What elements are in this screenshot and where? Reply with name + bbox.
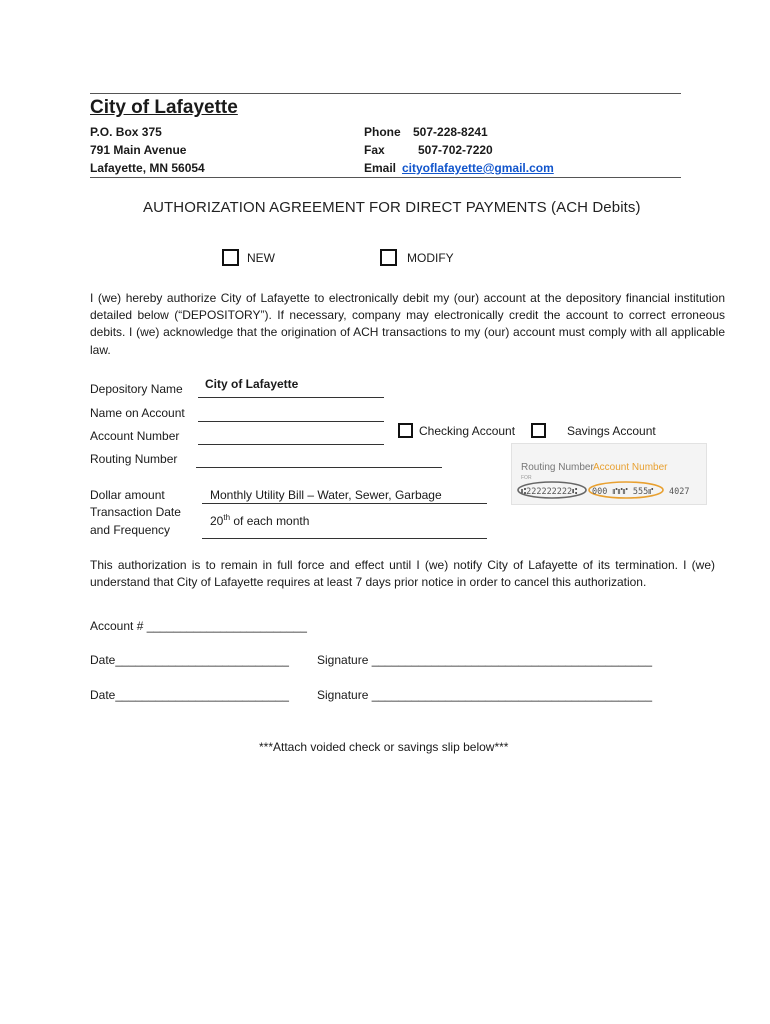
check-routing-label: Routing Number	[521, 462, 594, 473]
routing-number-label: Routing Number	[90, 452, 178, 466]
check-sample-graphic	[512, 444, 706, 504]
fax-label: Fax	[364, 143, 385, 157]
org-name: City of Lafayette	[90, 97, 238, 118]
account-number-entry[interactable]: Account # ________________________	[90, 619, 307, 633]
phone-value: 507-228-8241	[413, 125, 488, 139]
depository-name-value: City of Lafayette	[205, 377, 299, 391]
address-line-1: P.O. Box 375	[90, 125, 162, 139]
checking-checkbox[interactable]	[398, 423, 413, 438]
frequency-label: and Frequency	[90, 523, 171, 537]
modify-label: MODIFY	[407, 251, 454, 265]
transaction-date-value	[210, 514, 309, 529]
transaction-date-line[interactable]	[202, 538, 487, 539]
signature-line-1[interactable]: Signature __________________________________________	[317, 653, 653, 667]
form-title: AUTHORIZATION AGREEMENT FOR DIRECT PAYMENTS (ACH Debits)	[143, 199, 641, 216]
authorization-paragraph: I (we) hereby authorize City of Lafayette to electronically debit my (our) account at the depository financial institution detailed below (“DEPOSITORY”). If necessary, company may electronically credit the account to correct erroneous debits. I (we) acknowledge that the origination of ACH transactions to my (our) account must comply with all applicable law.	[90, 291, 725, 357]
depository-name-label: Depository Name	[90, 382, 183, 396]
check-sample-image	[511, 443, 707, 505]
account-number-line[interactable]	[198, 444, 384, 445]
check-number-digits: 4027	[669, 487, 690, 497]
address-line-3: Lafayette, MN 56054	[90, 161, 205, 175]
address-line-2: 791 Main Avenue	[90, 143, 187, 157]
signature-line-2[interactable]: Signature __________________________________________	[317, 688, 653, 702]
transaction-date-number: 20	[210, 514, 224, 528]
savings-label: Savings Account	[567, 424, 656, 438]
check-routing-digits: ⑆222222222⑆	[521, 487, 578, 497]
modify-checkbox[interactable]	[380, 249, 397, 266]
email-link[interactable]: cityoflafayette@gmail.com	[402, 161, 554, 175]
routing-number-line[interactable]	[196, 467, 442, 468]
transaction-date-suffix: th	[223, 513, 231, 522]
check-account-digits: 000 ⑈⑈⑈ 555⑈	[592, 487, 654, 497]
date-line-2[interactable]: Date__________________________	[90, 688, 289, 702]
name-on-account-line[interactable]	[198, 421, 384, 422]
dollar-amount-label: Dollar amount	[90, 488, 165, 502]
check-account-label: Account Number	[593, 462, 668, 473]
checking-label: Checking Account	[419, 424, 516, 438]
check-small-mark: FOR	[521, 475, 532, 481]
transaction-date-label: Transaction Date	[90, 505, 181, 519]
attach-note: ***Attach voided check or savings slip below***	[259, 740, 509, 754]
new-label: NEW	[247, 251, 275, 265]
header-top-rule	[90, 93, 681, 94]
depository-name-line[interactable]	[198, 397, 384, 398]
fax-value: 507-702-7220	[418, 143, 493, 157]
name-on-account-label: Name on Account	[90, 406, 185, 420]
header-bottom-rule	[90, 177, 681, 178]
email-label: Email	[364, 161, 397, 175]
dollar-amount-line[interactable]	[202, 503, 487, 504]
savings-checkbox[interactable]	[531, 423, 546, 438]
phone-label: Phone	[364, 125, 401, 139]
account-number-label: Account Number	[90, 429, 180, 443]
transaction-date-rest: of each month	[230, 514, 310, 528]
date-line-1[interactable]: Date__________________________	[90, 653, 289, 667]
termination-paragraph: This authorization is to remain in full force and effect until I (we) notify City of Lafayette of its termination. I (we) understand that City of Lafayette requires at least 7 days prior notice in order to cancel this authorization.	[90, 558, 715, 590]
new-checkbox[interactable]	[222, 249, 239, 266]
dollar-amount-value: Monthly Utility Bill – Water, Sewer, Garbage	[210, 488, 442, 502]
